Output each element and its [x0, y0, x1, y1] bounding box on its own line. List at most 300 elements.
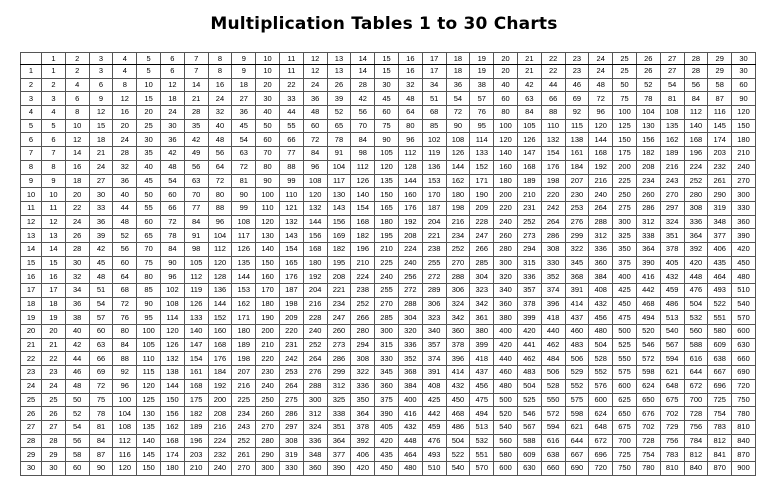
table-cell: 198 — [446, 201, 470, 215]
table-cell: 324 — [660, 215, 684, 229]
table-cell: 405 — [375, 420, 399, 434]
table-cell: 48 — [65, 379, 89, 393]
table-row — [21, 325, 756, 339]
table-cell: 841 — [708, 448, 732, 462]
table-cell: 480 — [398, 461, 422, 475]
row-header-cell: 7 — [21, 147, 42, 161]
table-cell: 84 — [351, 133, 375, 147]
table-cell: 42 — [89, 242, 113, 256]
table-cell: 520 — [494, 407, 518, 421]
table-cell: 168 — [589, 147, 613, 161]
table-cell: 900 — [732, 461, 756, 475]
table-cell: 18 — [446, 65, 470, 79]
table-cell: 189 — [660, 147, 684, 161]
table-cell: 156 — [303, 229, 327, 243]
table-cell: 26 — [636, 65, 660, 79]
table-cell: 144 — [232, 270, 256, 284]
table-cell: 225 — [232, 393, 256, 407]
table-cell: 52 — [636, 78, 660, 92]
table-cell: 870 — [708, 461, 732, 475]
table-cell: 616 — [541, 434, 565, 448]
table-cell: 203 — [708, 147, 732, 161]
table-cell: 780 — [732, 407, 756, 421]
table-cell: 196 — [351, 242, 375, 256]
table-cell: 810 — [732, 420, 756, 434]
table-cell: 3 — [89, 65, 113, 79]
table-cell: 36 — [446, 78, 470, 92]
table-cell: 494 — [470, 407, 494, 421]
table-cell: 208 — [398, 229, 422, 243]
table-cell: 44 — [65, 352, 89, 366]
table-cell: 108 — [232, 215, 256, 229]
table-cell: 13 — [42, 229, 66, 243]
table-cell: 290 — [708, 188, 732, 202]
table-cell: 513 — [470, 420, 494, 434]
table-row — [21, 407, 756, 421]
table-cell: 102 — [422, 133, 446, 147]
table-cell: 594 — [541, 420, 565, 434]
table-cell: 133 — [470, 147, 494, 161]
table-cell: 72 — [446, 106, 470, 120]
table-cell: 252 — [303, 338, 327, 352]
table-cell: 266 — [470, 242, 494, 256]
table-cell: 504 — [446, 434, 470, 448]
row-header-cell: 5 — [21, 119, 42, 133]
table-cell: 182 — [327, 242, 351, 256]
table-cell: 483 — [517, 366, 541, 380]
table-cell: 210 — [351, 256, 375, 270]
column-header-cell: 20 — [494, 53, 518, 65]
table-cell: 52 — [65, 407, 89, 421]
table-cell: 270 — [732, 174, 756, 188]
table-cell: 405 — [660, 256, 684, 270]
table-cell: 572 — [541, 407, 565, 421]
table-cell: 336 — [589, 242, 613, 256]
row-header-cell: 4 — [21, 106, 42, 120]
row-header-cell: 22 — [21, 352, 42, 366]
table-cell: 54 — [232, 133, 256, 147]
table-cell: 560 — [494, 434, 518, 448]
table-cell: 63 — [232, 147, 256, 161]
table-cell: 96 — [160, 270, 184, 284]
table-cell: 162 — [160, 420, 184, 434]
table-cell: 38 — [470, 78, 494, 92]
table-cell: 182 — [351, 229, 375, 243]
table-cell: 55 — [137, 201, 161, 215]
column-header-cell: 9 — [232, 53, 256, 65]
table-cell: 12 — [160, 78, 184, 92]
table-cell: 150 — [160, 393, 184, 407]
table-cell: 152 — [470, 160, 494, 174]
table-cell: 126 — [517, 133, 541, 147]
table-cell: 18 — [160, 92, 184, 106]
table-cell: 92 — [565, 106, 589, 120]
table-cell: 165 — [279, 256, 303, 270]
table-cell: 375 — [613, 256, 637, 270]
table-cell: 176 — [279, 270, 303, 284]
table-cell: 300 — [303, 393, 327, 407]
table-cell: 504 — [589, 338, 613, 352]
table-cell: 380 — [494, 311, 518, 325]
row-header-cell: 29 — [21, 448, 42, 462]
table-cell: 136 — [208, 284, 232, 298]
table-cell: 121 — [279, 201, 303, 215]
row-header-cell: 18 — [21, 297, 42, 311]
table-cell: 546 — [636, 338, 660, 352]
table-cell: 228 — [470, 215, 494, 229]
table-cell: 32 — [208, 106, 232, 120]
table-cell: 120 — [113, 461, 137, 475]
table-cell: 396 — [446, 352, 470, 366]
table-cell: 315 — [517, 256, 541, 270]
table-cell: 210 — [517, 188, 541, 202]
table-cell: 280 — [494, 242, 518, 256]
table-cell: 96 — [113, 379, 137, 393]
table-cell: 35 — [137, 147, 161, 161]
table-row — [21, 92, 756, 106]
table-cell: 340 — [422, 325, 446, 339]
table-cell: 345 — [565, 256, 589, 270]
table-cell: 180 — [494, 174, 518, 188]
table-cell: 60 — [137, 215, 161, 229]
table-cell: 378 — [660, 242, 684, 256]
table-cell: 120 — [160, 325, 184, 339]
table-cell: 540 — [446, 461, 470, 475]
table-cell: 644 — [684, 366, 708, 380]
table-cell: 390 — [732, 229, 756, 243]
table-cell: 195 — [327, 256, 351, 270]
column-header-cell: 24 — [589, 53, 613, 65]
table-cell: 57 — [470, 92, 494, 106]
table-cell: 208 — [636, 160, 660, 174]
table-cell: 475 — [470, 393, 494, 407]
table-cell: 144 — [160, 379, 184, 393]
column-header-cell: 13 — [327, 53, 351, 65]
table-cell: 21 — [42, 338, 66, 352]
column-header-cell: 11 — [279, 53, 303, 65]
table-cell: 12 — [303, 65, 327, 79]
table-cell: 728 — [684, 407, 708, 421]
table-cell: 66 — [160, 201, 184, 215]
table-cell: 138 — [160, 366, 184, 380]
table-cell: 510 — [732, 284, 756, 298]
table-cell: 243 — [660, 174, 684, 188]
table-cell: 261 — [232, 448, 256, 462]
table-cell: 21 — [517, 65, 541, 79]
table-cell: 390 — [636, 256, 660, 270]
row-header-cell: 19 — [21, 311, 42, 325]
table-cell: 55 — [279, 119, 303, 133]
table-cell: 368 — [398, 366, 422, 380]
table-cell: 300 — [375, 325, 399, 339]
row-header-cell: 14 — [21, 242, 42, 256]
table-cell: 105 — [517, 119, 541, 133]
table-cell: 315 — [375, 338, 399, 352]
table-cell: 588 — [684, 338, 708, 352]
table-header-row — [21, 53, 756, 65]
table-cell: 320 — [494, 270, 518, 284]
table-cell: 72 — [589, 92, 613, 106]
table-cell: 288 — [446, 270, 470, 284]
table-cell: 60 — [113, 256, 137, 270]
table-cell: 16 — [398, 65, 422, 79]
table-cell: 600 — [589, 393, 613, 407]
column-header-cell: 26 — [636, 53, 660, 65]
table-cell: 286 — [636, 201, 660, 215]
table-cell: 255 — [375, 284, 399, 298]
table-cell: 294 — [351, 338, 375, 352]
table-cell: 49 — [184, 147, 208, 161]
table-cell: 26 — [327, 78, 351, 92]
table-cell: 240 — [208, 461, 232, 475]
table-cell: 270 — [232, 461, 256, 475]
table-cell: 256 — [398, 270, 422, 284]
table-cell: 187 — [422, 201, 446, 215]
table-cell: 264 — [303, 352, 327, 366]
table-cell: 406 — [351, 448, 375, 462]
table-cell: 77 — [184, 201, 208, 215]
table-cell: 160 — [208, 325, 232, 339]
table-cell: 360 — [303, 461, 327, 475]
table-cell: 220 — [541, 188, 565, 202]
table-cell: 90 — [256, 174, 280, 188]
table-cell: 44 — [541, 78, 565, 92]
table-cell: 600 — [732, 325, 756, 339]
table-cell: 14 — [65, 147, 89, 161]
table-cell: 108 — [303, 174, 327, 188]
table-cell: 98 — [351, 147, 375, 161]
table-cell: 204 — [303, 284, 327, 298]
table-cell: 667 — [708, 366, 732, 380]
table-cell: 300 — [256, 461, 280, 475]
table-cell: 192 — [208, 379, 232, 393]
table-cell: 20 — [256, 78, 280, 92]
table-cell: 1 — [42, 65, 66, 79]
table-cell: 60 — [375, 106, 399, 120]
column-header-cell: 23 — [565, 53, 589, 65]
table-row — [21, 379, 756, 393]
table-cell: 190 — [256, 311, 280, 325]
table-cell: 126 — [232, 242, 256, 256]
table-cell: 812 — [708, 434, 732, 448]
table-cell: 520 — [636, 325, 660, 339]
table-cell: 750 — [613, 461, 637, 475]
table-cell: 162 — [232, 297, 256, 311]
column-header-cell: 10 — [256, 53, 280, 65]
table-cell: 171 — [470, 174, 494, 188]
table-cell: 45 — [232, 119, 256, 133]
table-cell: 238 — [351, 284, 375, 298]
table-cell: 4 — [42, 106, 66, 120]
table-cell: 288 — [589, 215, 613, 229]
table-cell: 638 — [541, 448, 565, 462]
table-cell: 812 — [684, 448, 708, 462]
table-cell: 189 — [184, 420, 208, 434]
table-cell: 522 — [446, 448, 470, 462]
table-cell: 261 — [708, 174, 732, 188]
table-cell: 69 — [565, 92, 589, 106]
table-cell: 312 — [636, 215, 660, 229]
table-cell: 783 — [708, 420, 732, 434]
table-cell: 175 — [613, 147, 637, 161]
table-cell: 28 — [351, 78, 375, 92]
table-cell: 299 — [565, 229, 589, 243]
table-cell: 100 — [113, 393, 137, 407]
table-cell: 51 — [422, 92, 446, 106]
row-header-cell: 2 — [21, 78, 42, 92]
table-cell: 180 — [446, 188, 470, 202]
table-cell: 360 — [446, 325, 470, 339]
table-cell: 180 — [232, 325, 256, 339]
table-cell: 242 — [279, 352, 303, 366]
table-cell: 480 — [589, 325, 613, 339]
table-cell: 48 — [589, 78, 613, 92]
table-cell: 63 — [184, 174, 208, 188]
table-cell: 192 — [398, 215, 422, 229]
table-cell: 702 — [636, 420, 660, 434]
table-cell: 112 — [351, 160, 375, 174]
table-cell: 48 — [160, 160, 184, 174]
table-cell: 192 — [589, 160, 613, 174]
table-cell: 189 — [232, 338, 256, 352]
column-header-cell: 5 — [137, 53, 161, 65]
table-cell: 360 — [375, 379, 399, 393]
table-cell: 119 — [184, 284, 208, 298]
table-cell: 84 — [303, 147, 327, 161]
table-cell: 437 — [470, 366, 494, 380]
table-cell: 9 — [89, 92, 113, 106]
table-row — [21, 188, 756, 202]
table-cell: 27 — [660, 65, 684, 79]
table-cell: 174 — [160, 448, 184, 462]
table-cell: 420 — [684, 256, 708, 270]
table-cell: 216 — [303, 297, 327, 311]
table-cell: 190 — [470, 188, 494, 202]
row-header-cell: 21 — [21, 338, 42, 352]
table-row — [21, 448, 756, 462]
table-cell: 357 — [422, 338, 446, 352]
table-cell: 116 — [113, 448, 137, 462]
table-cell: 20 — [65, 188, 89, 202]
table-cell: 45 — [89, 256, 113, 270]
table-cell: 105 — [184, 256, 208, 270]
table-cell: 140 — [256, 242, 280, 256]
table-cell: 266 — [351, 311, 375, 325]
table-cell: 540 — [660, 325, 684, 339]
table-cell: 7 — [42, 147, 66, 161]
column-header-cell: 25 — [613, 53, 637, 65]
table-cell: 27 — [232, 92, 256, 106]
table-cell: 85 — [137, 284, 161, 298]
table-cell: 462 — [517, 352, 541, 366]
column-header-cell: 19 — [470, 53, 494, 65]
table-cell: 120 — [256, 215, 280, 229]
table-cell: 216 — [446, 215, 470, 229]
table-cell: 34 — [422, 78, 446, 92]
table-cell: 40 — [256, 106, 280, 120]
row-header-cell: 6 — [21, 133, 42, 147]
table-cell: 456 — [470, 379, 494, 393]
table-cell: 330 — [541, 256, 565, 270]
table-cell: 150 — [613, 133, 637, 147]
table-cell: 280 — [256, 434, 280, 448]
table-cell: 420 — [375, 434, 399, 448]
table-cell: 234 — [446, 229, 470, 243]
row-header-cell: 1 — [21, 65, 42, 79]
table-cell: 252 — [351, 297, 375, 311]
table-cell: 247 — [327, 311, 351, 325]
table-cell: 312 — [303, 407, 327, 421]
table-cell: 696 — [589, 448, 613, 462]
table-cell: 42 — [351, 92, 375, 106]
table-cell: 504 — [517, 379, 541, 393]
table-cell: 195 — [375, 229, 399, 243]
table-cell: 60 — [732, 78, 756, 92]
table-cell: 176 — [541, 160, 565, 174]
column-header-cell: 22 — [541, 53, 565, 65]
table-cell: 276 — [303, 366, 327, 380]
table-cell: 42 — [517, 78, 541, 92]
table-cell: 575 — [613, 366, 637, 380]
table-cell: 494 — [636, 311, 660, 325]
table-cell: 408 — [589, 284, 613, 298]
table-cell: 70 — [351, 119, 375, 133]
table-cell: 676 — [636, 407, 660, 421]
table-cell: 68 — [113, 284, 137, 298]
table-cell: 275 — [613, 201, 637, 215]
table-cell: 119 — [422, 147, 446, 161]
table-cell: 30 — [65, 256, 89, 270]
table-cell: 42 — [160, 147, 184, 161]
table-cell: 250 — [256, 393, 280, 407]
table-cell: 28 — [113, 147, 137, 161]
table-cell: 351 — [660, 229, 684, 243]
table-cell: 56 — [351, 106, 375, 120]
table-cell: 168 — [351, 215, 375, 229]
table-cell: 26 — [65, 229, 89, 243]
table-cell: 456 — [589, 311, 613, 325]
table-cell: 28 — [684, 65, 708, 79]
table-cell: 162 — [660, 133, 684, 147]
table-cell: 648 — [589, 420, 613, 434]
table-cell: 168 — [160, 434, 184, 448]
table-cell: 234 — [232, 407, 256, 421]
row-header-cell: 16 — [21, 270, 42, 284]
table-cell: 504 — [684, 297, 708, 311]
table-cell: 156 — [636, 133, 660, 147]
table-cell: 783 — [660, 448, 684, 462]
table-row — [21, 256, 756, 270]
table-cell: 88 — [541, 106, 565, 120]
table-cell: 26 — [42, 407, 66, 421]
table-cell: 14 — [184, 78, 208, 92]
table-cell: 10 — [42, 188, 66, 202]
table-cell: 18 — [232, 78, 256, 92]
table-cell: 54 — [160, 174, 184, 188]
table-cell: 15 — [375, 65, 399, 79]
table-cell: 650 — [636, 393, 660, 407]
table-cell: 210 — [732, 147, 756, 161]
table-cell: 130 — [636, 119, 660, 133]
table-cell: 264 — [279, 379, 303, 393]
table-cell: 66 — [89, 352, 113, 366]
table-cell: 270 — [375, 297, 399, 311]
table-cell: 60 — [160, 188, 184, 202]
table-cell: 114 — [470, 133, 494, 147]
table-cell: 196 — [684, 147, 708, 161]
table-cell: 216 — [660, 160, 684, 174]
table-cell: 12 — [89, 106, 113, 120]
